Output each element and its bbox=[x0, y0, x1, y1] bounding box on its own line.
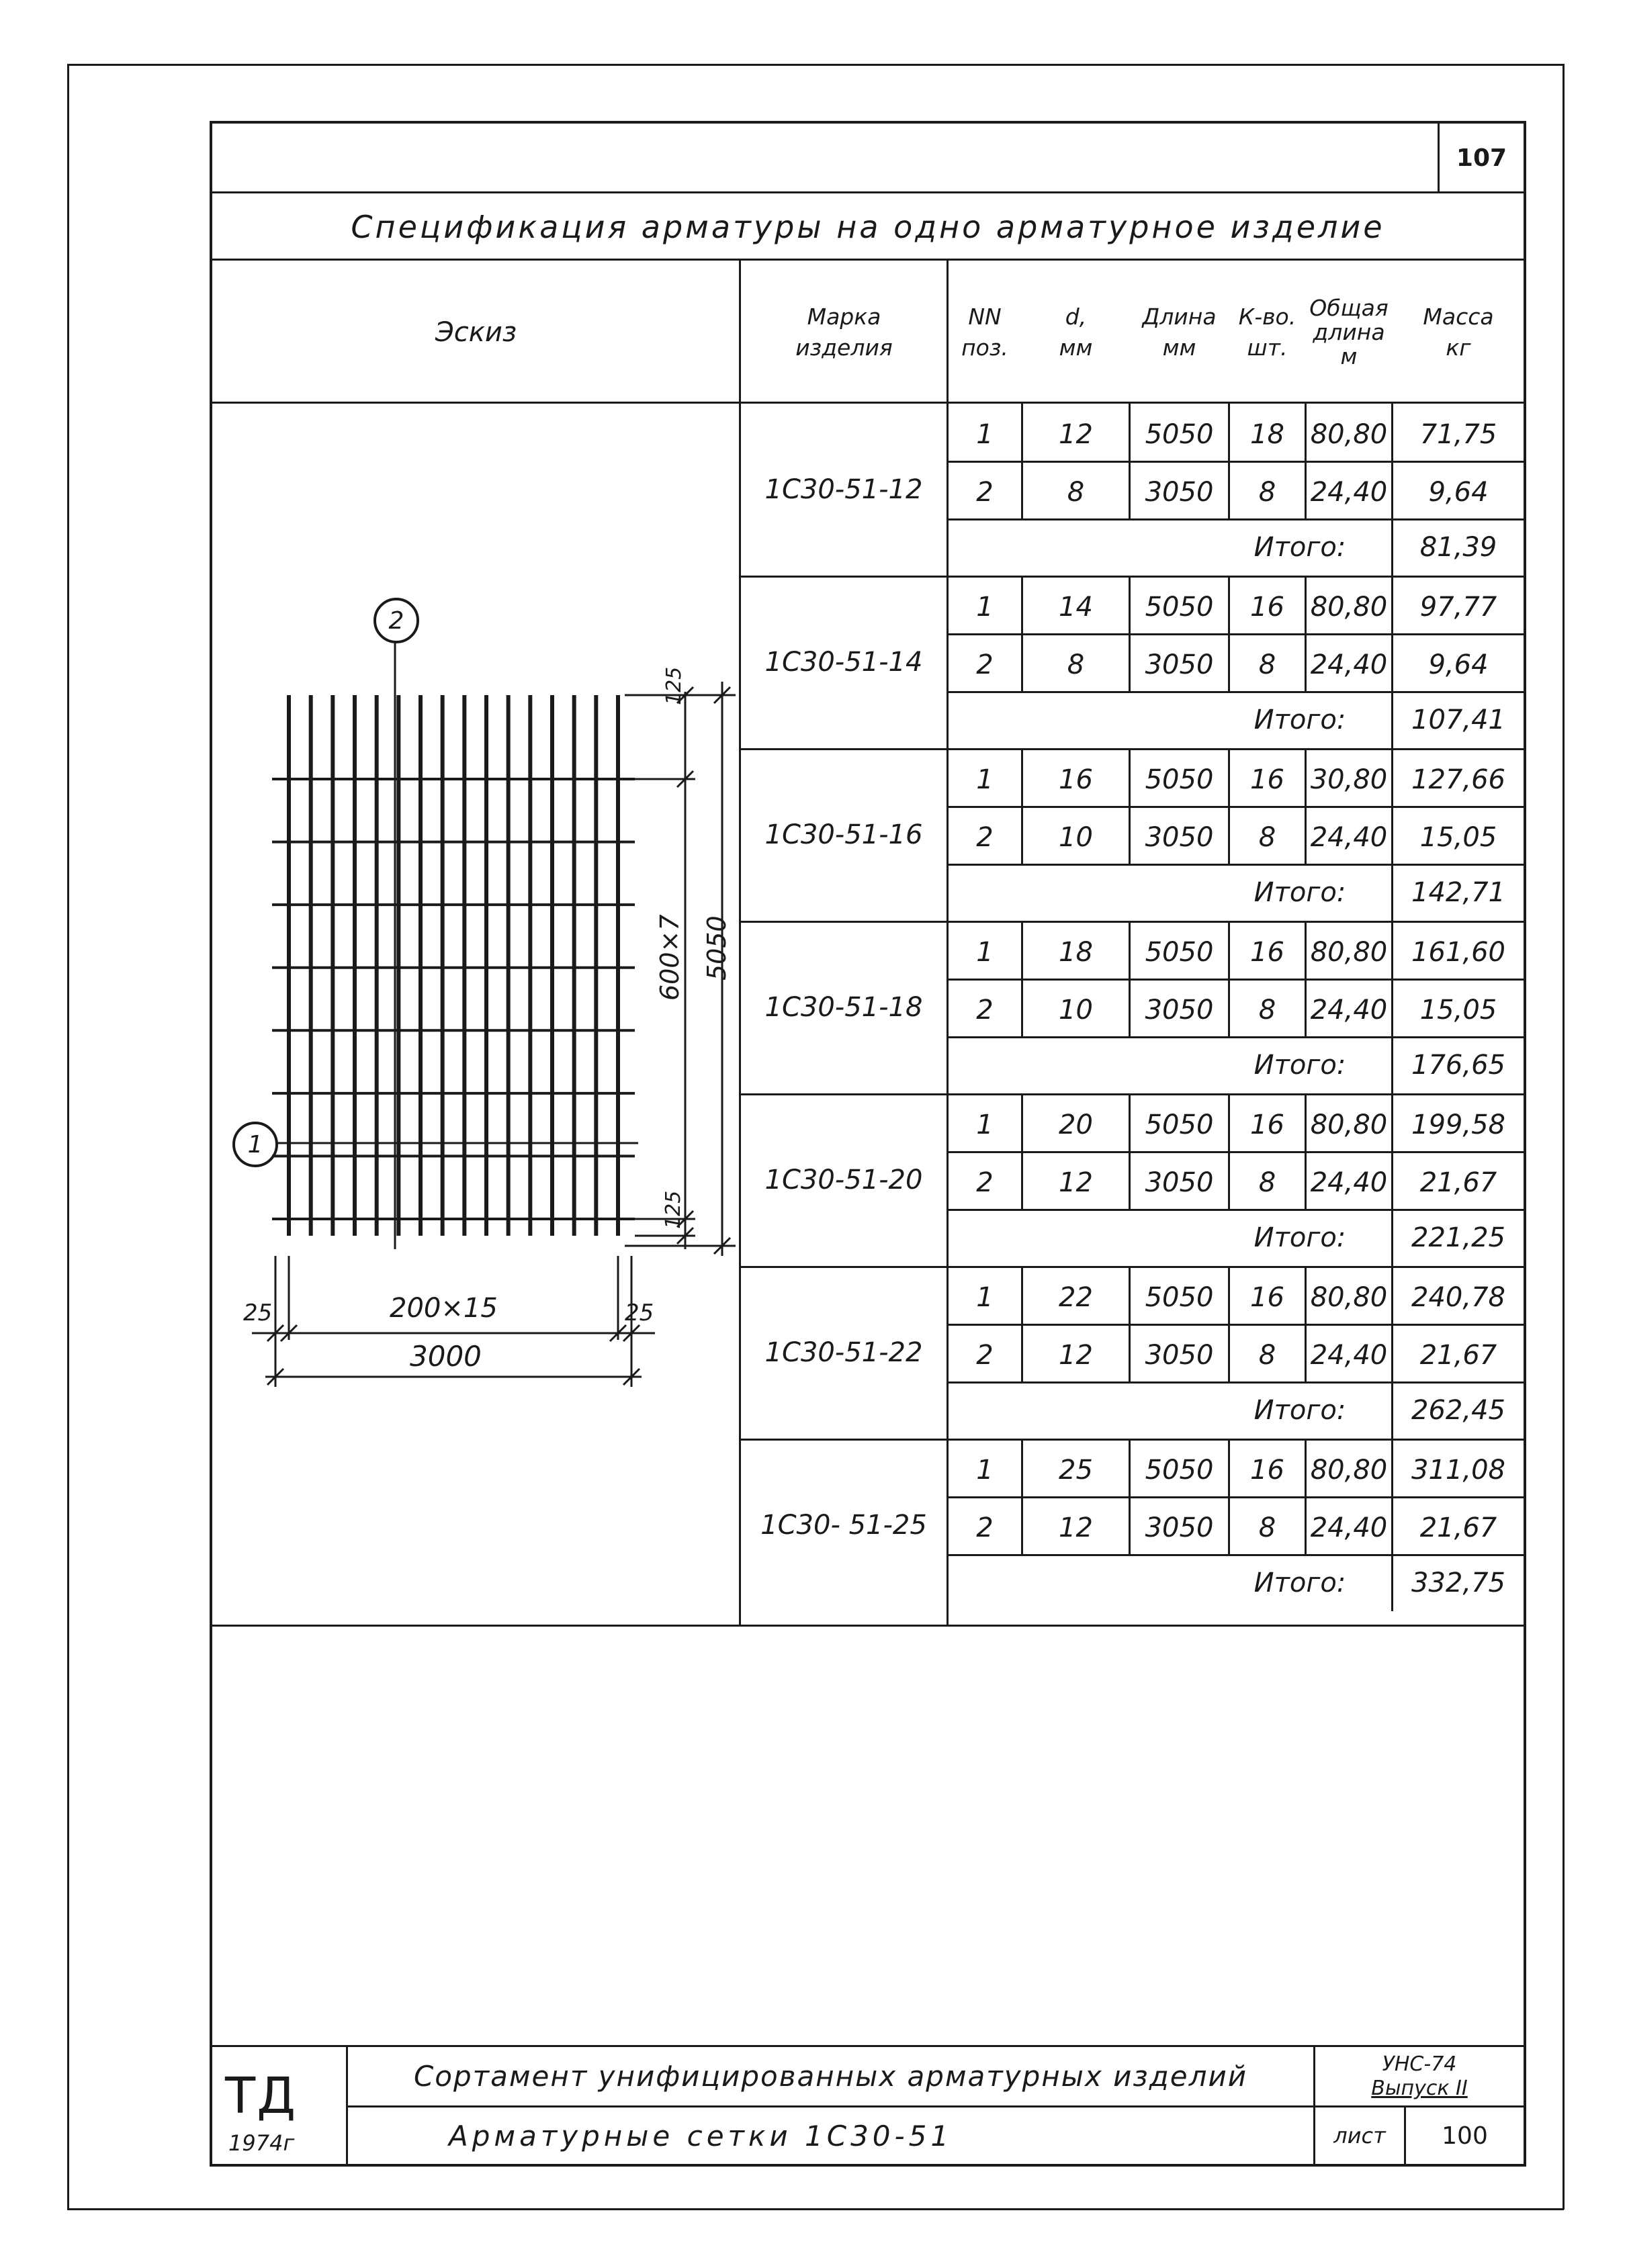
total-value: 107,41 bbox=[1411, 704, 1505, 735]
cell-mass: 71,75 bbox=[1419, 419, 1497, 450]
td-logo: ТД bbox=[225, 2067, 298, 2125]
dim-overall-label: 5050 bbox=[702, 915, 732, 981]
cell-tot: 80,80 bbox=[1310, 1109, 1388, 1140]
cell-len: 5050 bbox=[1145, 1282, 1214, 1313]
cell-mass: 127,66 bbox=[1411, 764, 1505, 795]
cell-qty: 8 bbox=[1258, 995, 1276, 1026]
cell-qty: 8 bbox=[1258, 1340, 1276, 1371]
cell-qty: 8 bbox=[1258, 822, 1276, 853]
cell-pos: 2 bbox=[976, 1340, 994, 1371]
header-pos: NN поз. bbox=[961, 304, 1008, 361]
cell-d: 10 bbox=[1059, 822, 1093, 853]
cell-tot: 80,80 bbox=[1310, 1282, 1388, 1313]
cell-d: 12 bbox=[1059, 1512, 1093, 1543]
sketch-header: Эскиз bbox=[435, 317, 517, 348]
total-value: 262,45 bbox=[1411, 1394, 1505, 1426]
dim-middle-label: 600×7 bbox=[655, 914, 685, 1001]
document-subtitle: Арматурные сетки 1С30-51 bbox=[449, 2119, 953, 2152]
cell-len: 5050 bbox=[1145, 1109, 1214, 1140]
cell-pos: 1 bbox=[976, 419, 994, 450]
cell-len: 5050 bbox=[1145, 937, 1214, 968]
cell-mass: 9,64 bbox=[1428, 477, 1489, 508]
header-mass: Масса кг bbox=[1423, 304, 1494, 361]
total-label: Итого: bbox=[1254, 1567, 1346, 1598]
cell-mass: 21,67 bbox=[1419, 1340, 1497, 1371]
total-value: 221,25 bbox=[1411, 1222, 1505, 1253]
position-marker-1: 1 bbox=[232, 1122, 278, 1167]
cell-len: 5050 bbox=[1145, 419, 1214, 450]
total-label: Итого: bbox=[1254, 1049, 1346, 1081]
dim-left-label: 25 bbox=[243, 1300, 273, 1326]
product-mark: 1С30-51-18 bbox=[764, 991, 923, 1023]
cell-d: 8 bbox=[1067, 649, 1085, 680]
total-label: Итого: bbox=[1254, 704, 1346, 735]
cell-len: 3050 bbox=[1145, 477, 1214, 508]
cell-pos: 1 bbox=[976, 1109, 994, 1140]
cell-len: 3050 bbox=[1145, 649, 1214, 680]
cell-pos: 2 bbox=[976, 995, 994, 1026]
cell-qty: 16 bbox=[1250, 1455, 1284, 1486]
cell-qty: 8 bbox=[1258, 1167, 1276, 1198]
total-value: 81,39 bbox=[1419, 531, 1497, 563]
total-label: Итого: bbox=[1254, 876, 1346, 908]
cell-qty: 16 bbox=[1250, 764, 1284, 795]
cell-pos: 1 bbox=[976, 764, 994, 795]
dim-bottom-label: 125 bbox=[662, 1190, 685, 1229]
dim-right-label: 25 bbox=[625, 1300, 654, 1326]
cell-mass: 311,08 bbox=[1411, 1455, 1505, 1486]
total-value: 332,75 bbox=[1411, 1567, 1505, 1598]
cell-len: 5050 bbox=[1145, 1455, 1214, 1486]
cell-mass: 161,60 bbox=[1411, 937, 1505, 968]
cell-tot: 80,80 bbox=[1310, 419, 1388, 450]
cell-d: 20 bbox=[1059, 1109, 1093, 1140]
cell-tot: 30,80 bbox=[1310, 764, 1388, 795]
year: 1974г bbox=[228, 2130, 295, 2156]
cell-mass: 97,77 bbox=[1419, 592, 1497, 623]
header-diameter: d, мм bbox=[1059, 304, 1093, 361]
cell-pos: 1 bbox=[976, 937, 994, 968]
cell-d: 12 bbox=[1059, 1340, 1093, 1371]
cell-qty: 18 bbox=[1250, 419, 1284, 450]
header-count: К-во. шт. bbox=[1238, 304, 1296, 361]
total-value: 176,65 bbox=[1411, 1049, 1505, 1081]
header-length: Длина мм bbox=[1142, 304, 1217, 361]
cell-mass: 15,05 bbox=[1419, 995, 1497, 1026]
cell-tot: 24,40 bbox=[1310, 477, 1388, 508]
cell-qty: 8 bbox=[1258, 1512, 1276, 1543]
spec-title: Спецификация арматуры на одно арматурное изделие bbox=[351, 208, 1385, 245]
document-title: Сортамент унифицированных арматурных изделий bbox=[413, 2060, 1248, 2093]
cell-pos: 2 bbox=[976, 649, 994, 680]
cell-d: 10 bbox=[1059, 995, 1093, 1026]
cell-pos: 1 bbox=[976, 1455, 994, 1486]
cell-d: 8 bbox=[1067, 477, 1085, 508]
cell-len: 5050 bbox=[1145, 592, 1214, 623]
dim-top-label: 125 bbox=[662, 666, 686, 705]
dim-width-label: 3000 bbox=[410, 1340, 482, 1373]
total-value: 142,71 bbox=[1411, 876, 1505, 908]
cell-qty: 16 bbox=[1250, 592, 1284, 623]
cell-len: 5050 bbox=[1145, 764, 1214, 795]
cell-len: 3050 bbox=[1145, 995, 1214, 1026]
cell-tot: 80,80 bbox=[1310, 592, 1388, 623]
cell-d: 14 bbox=[1059, 592, 1093, 623]
cell-d: 12 bbox=[1059, 419, 1093, 450]
product-mark: 1С30-51-16 bbox=[764, 819, 923, 850]
header-total-length: Общая длина м bbox=[1309, 295, 1389, 369]
cell-mass: 199,58 bbox=[1411, 1109, 1505, 1140]
cell-tot: 24,40 bbox=[1310, 1167, 1388, 1198]
cell-mass: 240,78 bbox=[1411, 1282, 1505, 1313]
cell-qty: 16 bbox=[1250, 1109, 1284, 1140]
cell-pos: 2 bbox=[976, 1512, 994, 1543]
cell-mass: 21,67 bbox=[1419, 1167, 1497, 1198]
cell-tot: 80,80 bbox=[1310, 937, 1388, 968]
page-number: 107 bbox=[1456, 144, 1507, 172]
cell-len: 3050 bbox=[1145, 822, 1214, 853]
header-mark: Марка изделия bbox=[795, 304, 893, 361]
cell-d: 22 bbox=[1059, 1282, 1093, 1313]
cell-tot: 24,40 bbox=[1310, 995, 1388, 1026]
cell-tot: 24,40 bbox=[1310, 649, 1388, 680]
cell-len: 3050 bbox=[1145, 1340, 1214, 1371]
total-label: Итого: bbox=[1254, 531, 1346, 563]
cell-d: 25 bbox=[1059, 1455, 1093, 1486]
cell-d: 16 bbox=[1059, 764, 1093, 795]
cell-tot: 24,40 bbox=[1310, 1340, 1388, 1371]
cell-qty: 16 bbox=[1250, 1282, 1284, 1313]
position-marker-2: 2 bbox=[373, 598, 419, 643]
cell-mass: 21,67 bbox=[1419, 1512, 1497, 1543]
cell-len: 3050 bbox=[1145, 1512, 1214, 1543]
sheet-number: 100 bbox=[1442, 2122, 1488, 2150]
cell-d: 12 bbox=[1059, 1167, 1093, 1198]
product-mark: 1С30-51-22 bbox=[764, 1336, 923, 1368]
cell-len: 3050 bbox=[1145, 1167, 1214, 1198]
cell-tot: 24,40 bbox=[1310, 1512, 1388, 1543]
cell-pos: 2 bbox=[976, 1167, 994, 1198]
product-mark: 1С30-51-20 bbox=[764, 1164, 923, 1195]
dim-spacing-label: 200×15 bbox=[390, 1293, 498, 1324]
sheet-label: лист bbox=[1333, 2123, 1386, 2148]
cell-pos: 2 bbox=[976, 822, 994, 853]
cell-tot: 24,40 bbox=[1310, 822, 1388, 853]
cell-pos: 2 bbox=[976, 477, 994, 508]
cell-mass: 15,05 bbox=[1419, 822, 1497, 853]
cell-qty: 8 bbox=[1258, 649, 1276, 680]
product-mark: 1С30- 51-25 bbox=[760, 1509, 927, 1541]
cell-d: 18 bbox=[1059, 937, 1093, 968]
total-label: Итого: bbox=[1254, 1394, 1346, 1426]
total-label: Итого: bbox=[1254, 1222, 1346, 1253]
cell-pos: 1 bbox=[976, 592, 994, 623]
cell-qty: 16 bbox=[1250, 937, 1284, 968]
cell-pos: 1 bbox=[976, 1282, 994, 1313]
series-block: УНС-74 Выпуск II bbox=[1371, 2052, 1468, 2100]
cell-mass: 9,64 bbox=[1428, 649, 1489, 680]
product-mark: 1С30-51-14 bbox=[764, 646, 923, 678]
cell-tot: 80,80 bbox=[1310, 1455, 1388, 1486]
product-mark: 1С30-51-12 bbox=[764, 473, 923, 505]
cell-qty: 8 bbox=[1258, 477, 1276, 508]
